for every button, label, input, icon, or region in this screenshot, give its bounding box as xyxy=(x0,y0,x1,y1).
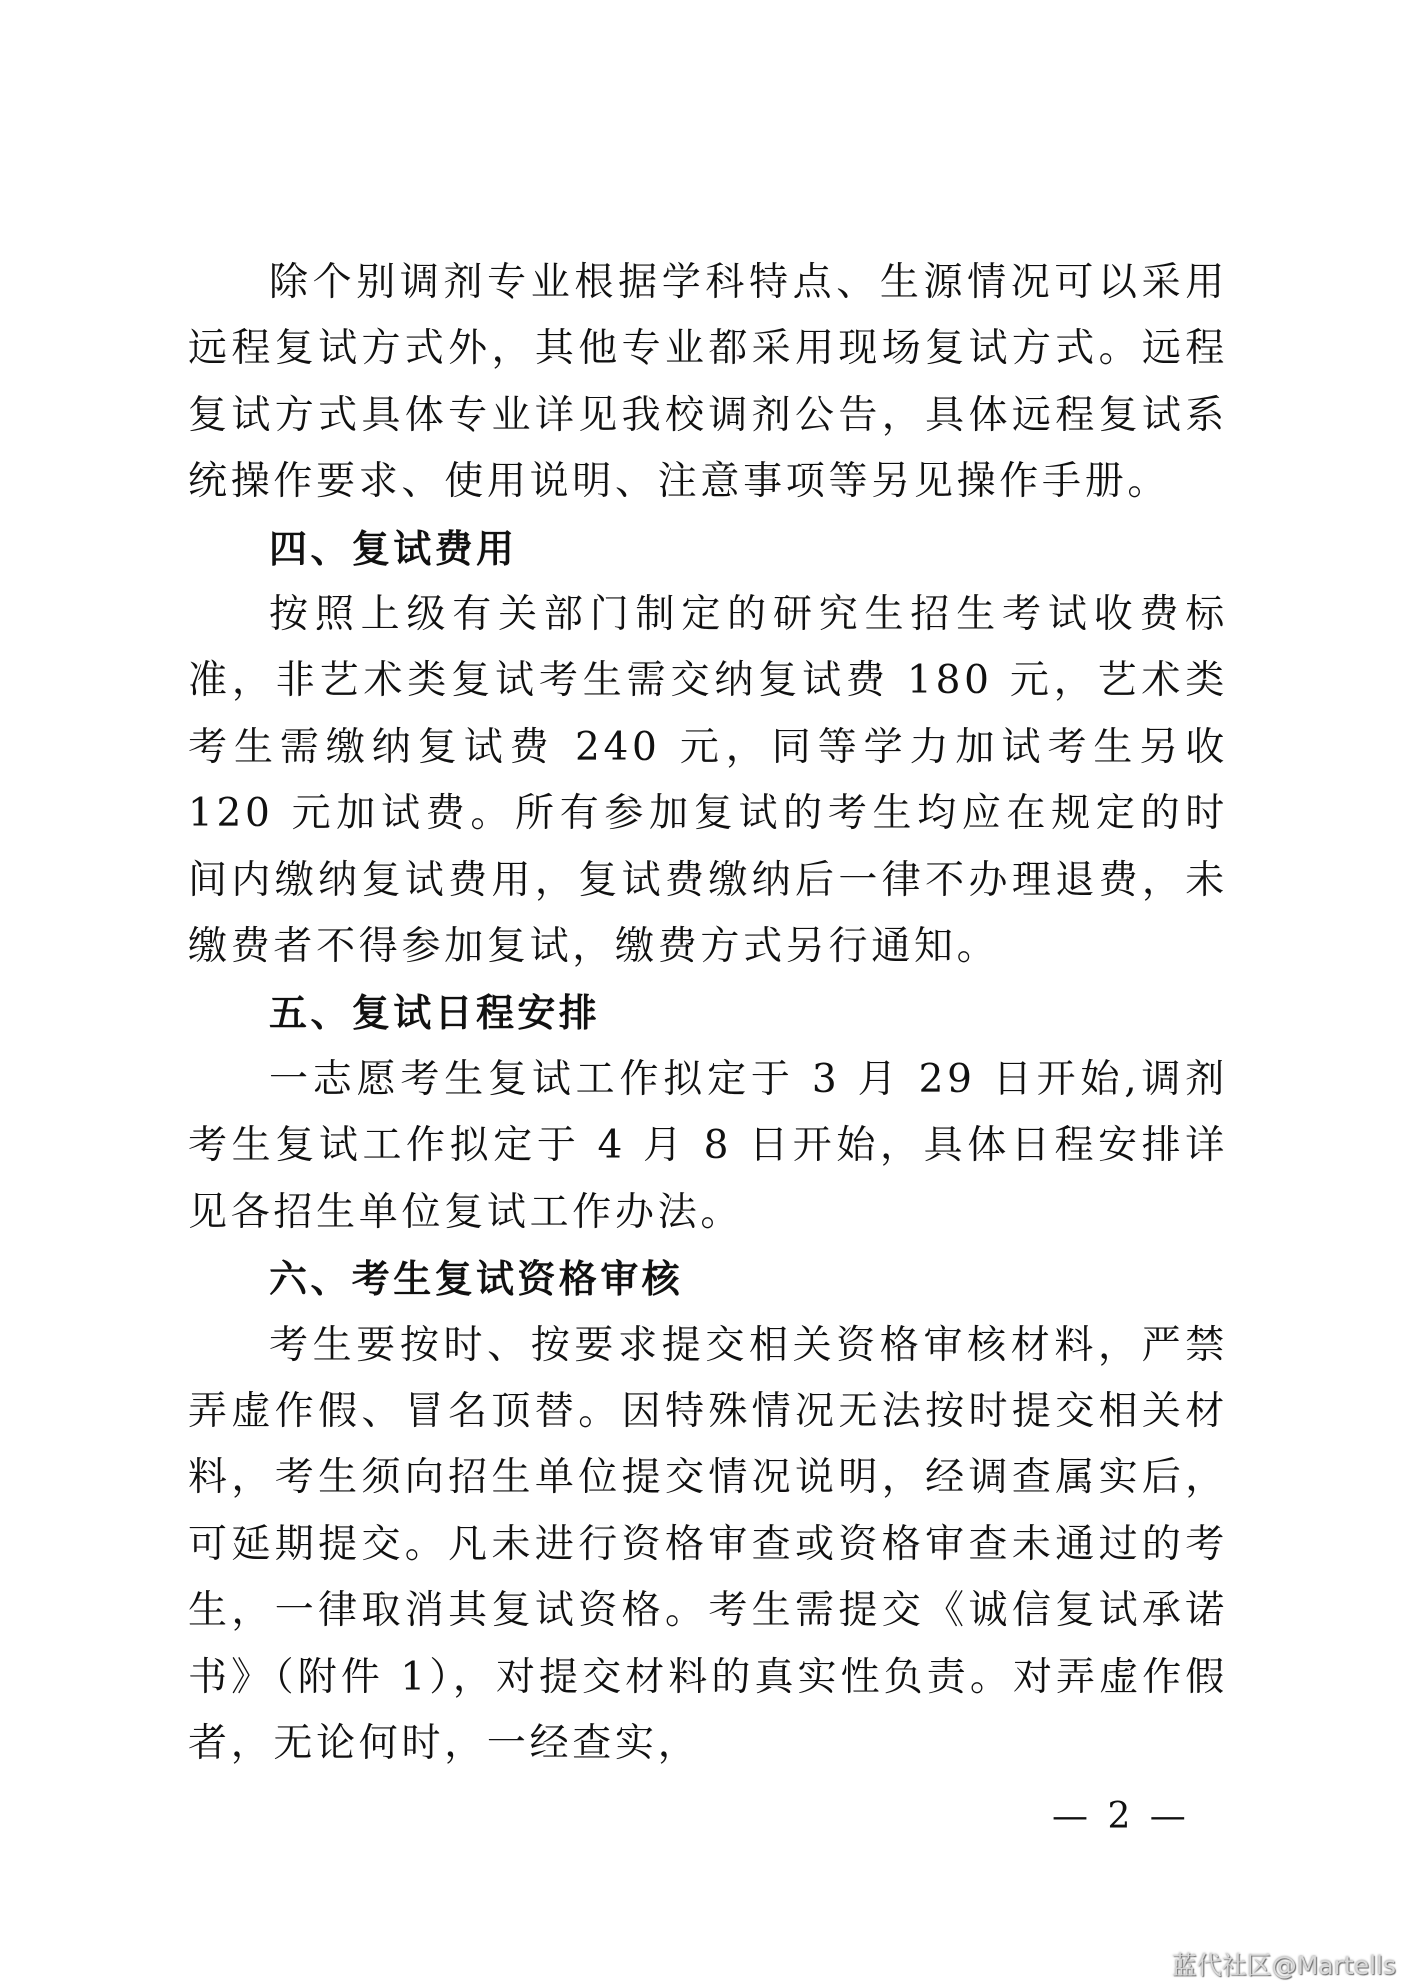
document-body xyxy=(188,250,1228,1777)
section-heading-qualification: 六、考生复试资格审核 xyxy=(269,1257,684,1302)
section-heading-schedule: 五、复试日程安排 xyxy=(269,991,601,1036)
paragraph-qualification: 考生要按时、按要求提交相关资格审核材料，严禁弄虚作假、冒名顶替。因特殊情况无法按时提交相关材料，考生须向招生单位提交情况说明，经调查属实后，可延期提交。凡未进行资格审查或资格审查未通过的考生，一律取消其复试资格。考生需提交《诚信复试承诺书》（附件 1），对提交材料的真实性负责。对弄虚作假者，无论何时，一经查实， xyxy=(188,1322,1228,1766)
paragraph-remote-interview: 除个别调剂专业根据学科特点、生源情况可以采用远程复试方式外，其他专业都采用现场复试方式。远程复试方式具体专业详见我校调剂公告，具体远程复试系统操作要求、使用说明、注意事项等另见操作手册。 xyxy=(188,260,1228,505)
paragraph-fees: 按照上级有关部门制定的研究生招生考试收费标准，非艺术类复试考生需交纳复试费 180 元，艺术类考生需缴纳复试费 240 元，同等学力加试考生另收 120 元加试费。所有参加复试的考生均应在规定的时间内缴纳复试费用，复试费缴纳后一律不办理退费，未缴费者不得参加复试，缴费方式另行通知。 xyxy=(188,592,1228,970)
paragraph-schedule: 一志愿考生复试工作拟定于 3 月 29 日开始,调剂考生复试工作拟定于 4 月 8 日开始，具体日程安排详见各招生单位复试工作办法。 xyxy=(188,1056,1228,1235)
section-heading-fees: 四、复试费用 xyxy=(269,526,518,571)
watermark: 蓝代社区@Martells xyxy=(1171,1951,1396,1980)
page-number: — 2 — xyxy=(1052,1796,1190,1837)
